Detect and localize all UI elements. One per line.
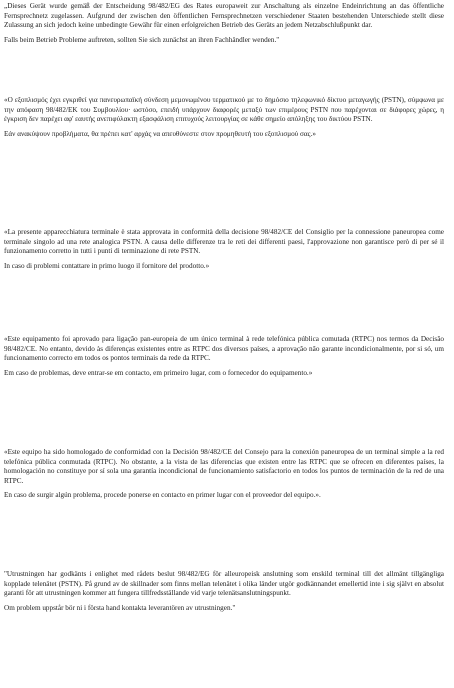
notice-paragraph: In caso di problemi contattare in primo luogo il fornitore del prodotto.» <box>4 261 210 270</box>
notice-paragraph: En caso de surgir algún problema, procede ponerse en contacto en primer lugar con el proveedor del equipo.». <box>4 491 321 500</box>
notice-paragraph: "Utrustningen har godkänts i enlighet med rådets beslut 98/482/EG för alleuropeisk anslutning som enskild terminal till det allmänt tillgängliga kopplade telenätet (PSTN). På grund av de skillnader som finns mellan telenätet i olika länder utgör godkännandet emellertid inte i sig självt en absolut garanti för att utrustningen kommer att fungera tillfredsställande vid varje telenätsanslutningspunkt. <box>4 570 444 598</box>
notice-swedish <box>4 570 444 613</box>
notice-paragraph: Falls beim Betrieb Probleme auftreten, sollten Sie sich zunächst an ihren Fachhändler wenden." <box>4 35 280 44</box>
notice-italian <box>4 228 444 271</box>
notice-greek <box>4 96 444 139</box>
notice-paragraph: «La presente apparecchiatura terminale è stata approvata in conformità della decisione 98/482/CE del Consiglio per la connessione paneuropea come terminale singolo ad una rete analogica PSTN. A causa delle differenze tra le reti dei differenti paesi, l'approvazione non garantisce però di per sé il funzionamento corretto in tutti i punti di terminazione di rete PSTN. <box>4 228 444 256</box>
notice-paragraph: «Este equipamento foi aprovado para ligação pan-europeia de um único terminal à rede telefónica pública comutada (RTPC) nos termos da Decisão 98/482/CE. No entanto, devido às diferenças existentes entre as RTPC dos diversos países, a aprovação não garante incondicionalmente, por si só, um funcionamento correcto em todos os pontos terminais da rede da RTPC. <box>4 335 444 363</box>
notice-paragraph: Om problem uppstår bör ni i första hand kontakta leverantören av utrustningen." <box>4 603 236 612</box>
notice-paragraph: Em caso de problemas, deve entrar-se em contacto, em primeiro lugar, com o fornecedor do equipamento.» <box>4 368 313 377</box>
notice-portuguese <box>4 335 444 378</box>
notice-paragraph: Εάν ανακύψουν προβλήματα, θα πρέπει κατ' αρχάς να απευθύνεστε στον προμηθευτή του εξοπλισμού σας.» <box>4 129 316 138</box>
notice-paragraph: „Dieses Gerät wurde gemäß der Entscheidung 98/482/EG des Rates europaweit zur Anschaltung als einzelne Endeinrichtung an das öffentliche Fernsprechnetz zugelassen. Aufgrund der zwischen den öffentlichen Fernsprechnetzen verschiedener Staaten bestehenden Unterschiede stellt diese Zulassung an sich jedoch keine unbedingte Gewähr für einen erfolgreichen Betrieb des Geräts an jedem Netzabschlußpunkt dar. <box>4 2 444 30</box>
notice-paragraph: «Ο εξοπλισμός έχει εγκριθεί για πανευρωπαϊκή σύνδεση μεμονωμένου τερματικού με το δημόσιο τηλεφωνικό δίκτυο μεταγωγής (PSTN), σύμφωνα με την απόφαση 98/482/ΕΚ του Συμβουλίου· ωστόσο, επειδή υπάρχουν διαφορές μεταξύ των επιμέρους PSTN που παρέχονται σε διάφορες χώρες, η έγκριση δεν παρέχει αφ' εαυτής ανεπιφύλακτη εξασφάλιση επιτυχούς λειτουργίας σε κάθε σημείο απόληξης του δικτύου PSTN. <box>4 96 444 124</box>
notice-paragraph: «Este equipo ha sido homologado de conformidad con la Decisión 98/482/CE del Consejo para la conexión paneuropea de un terminal simple a la red telefónica pública conmutada (RTPC). No obstante, a la vista de las diferencias que existen entre las RTPC que se ofrecen en diferentes países, la homologación no constituye por sí sola una garantía incondicional de funcionamiento satisfactorio en todos los puntos de terminación de la red de una RTPC. <box>4 448 444 485</box>
notice-spanish <box>4 448 444 501</box>
notice-german <box>4 2 444 45</box>
